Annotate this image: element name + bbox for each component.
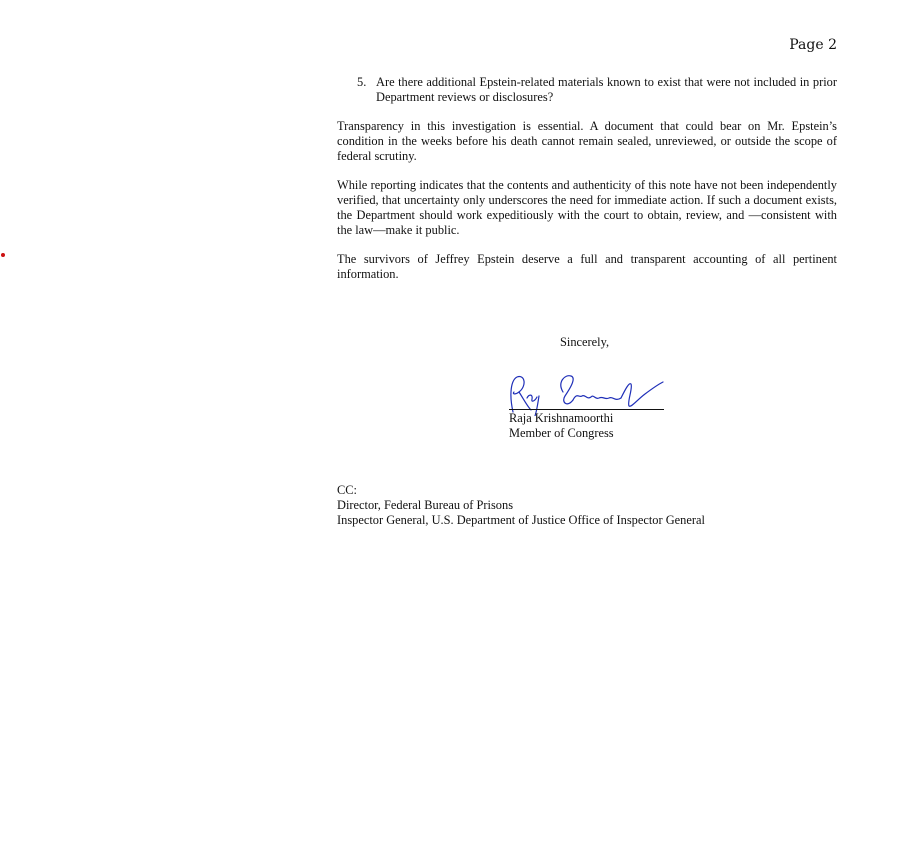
cc-recipient-oig: Inspector General, U.S. Department of Justice Office of Inspector General [337,513,705,527]
paragraph-survivors: The survivors of Jeffrey Epstein deserve a full and transparent accounting of all pertinent information. [337,252,837,281]
paragraph-transparency: Transparency in this investigation is essential. A document that could bear on Mr. Epstein’s condition in the weeks before his death cannot remain sealed, unreviewed, or outside the scope of federal scrutiny. [337,119,837,163]
closing-salutation: Sincerely, [560,335,610,349]
list-item-text: Are there additional Epstein-related materials known to exist that were not included in prior Department reviews or disclosures? [376,75,837,104]
signature-line [509,409,664,410]
margin-mark [1,253,5,257]
cc-label: CC: [337,483,357,497]
list-item [357,75,837,105]
cc-block [337,483,705,528]
cc-recipient-bop: Director, Federal Bureau of Prisons [337,498,514,512]
signer-title: Member of Congress [509,426,614,440]
paragraph-reporting: While reporting indicates that the contents and authenticity of this note have not been independently verified, that uncertainty only underscores the need for immediate action. If such a document exists, the Department should work expeditiously with the court to obtain, review, and —consistent with the law—make it public. [337,178,837,237]
signer-block [509,411,614,441]
page-number: Page 2 [789,37,837,53]
signer-name: Raja Krishnamoorthi [509,411,614,425]
list-item-number: 5. [357,75,367,89]
